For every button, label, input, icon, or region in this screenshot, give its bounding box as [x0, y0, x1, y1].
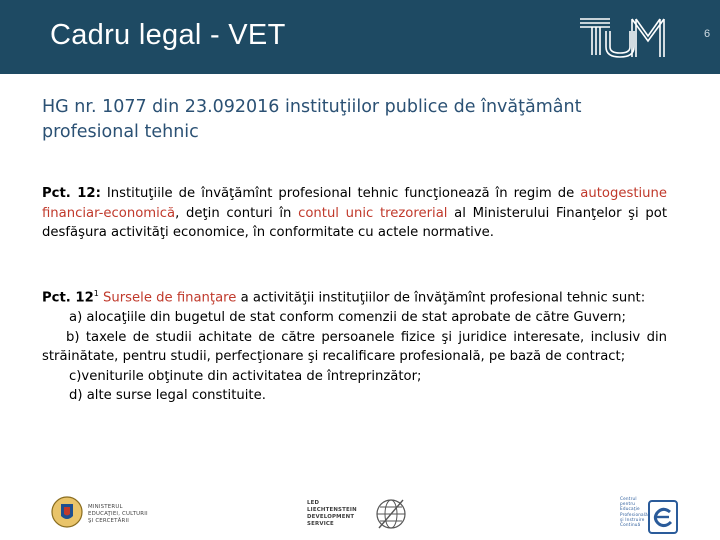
led-line2: DEVELOPMENT	[307, 514, 355, 520]
ministry-line2: EDUCAŢIEI, CULTURII	[88, 511, 148, 517]
centre-line1: Centrul	[620, 496, 637, 501]
ministry-line3: ŞI CERCETĂRII	[88, 518, 130, 524]
centre-line4: Profesională	[620, 511, 648, 517]
list-item-c: c)veniturile obţinute din activitatea de întreprinzător;	[69, 368, 422, 384]
pct-121-highlight-surse: Sursele de finanţare	[98, 290, 237, 306]
pct-121-label: Pct. 12	[42, 290, 94, 306]
list-item-a: a) alocaţiile din bugetul de stat conform comenzii de stat aprobate de către Guvern;	[69, 309, 626, 325]
slide-title: Cadru legal - VET	[50, 19, 286, 51]
slide-header	[0, 0, 720, 74]
led-logo	[307, 494, 417, 534]
paragraph-pct-12	[42, 184, 667, 243]
pct-12-text-c: al Ministerului Finanţelor şi pot desfăşura activităţi economice, în conformitate cu actele normative.	[42, 205, 668, 241]
globe-icon	[371, 494, 411, 534]
ministry-line1: MINISTERUL	[88, 504, 123, 510]
pct-12-label: Pct. 12:	[42, 186, 101, 201]
led-line1: LED LIECHTENSTEIN	[307, 500, 357, 513]
ministry-logo	[50, 492, 170, 532]
centre-emblem-icon	[648, 500, 678, 534]
centre-logo	[620, 496, 680, 538]
slide-subtitle: HG nr. 1077 din 23.092016 instituţiilor publice de învăţământ profesional tehnic	[42, 97, 582, 142]
tum-logo	[576, 11, 668, 63]
list-item-d: d) alte surse legal constituite.	[69, 388, 266, 404]
page-number: 6	[704, 28, 711, 40]
centre-line3: Educaţie	[620, 506, 640, 512]
led-line3: SERVICE	[307, 521, 334, 527]
coat-of-arms-icon	[50, 492, 84, 532]
centre-line5: şi Instruire	[620, 516, 645, 522]
pct-121-intro	[42, 284, 667, 308]
pct-121-superscript: 1	[93, 289, 99, 298]
list-item-b: b) taxele de studii achitate de către persoanele fizice şi juridice interesate, inclusiv din străinătate, pentru studii, perfecţionare şi recalificare profesională, pe bază de contract;	[42, 329, 667, 365]
pct-12-highlight-autogestiune: autogestiune financiar-economică	[42, 186, 667, 221]
paragraph-pct-121	[42, 284, 667, 406]
logo-text: TUM	[576, 11, 579, 12]
pct-12-highlight-cont-unic: contul unic trezorerial	[298, 205, 448, 221]
pct-121-text: a activităţii instituţiilor de învăţămînt profesional tehnic sunt:	[236, 290, 646, 306]
pct-12-text-b: , deţin conturi în	[175, 205, 299, 221]
centre-line2: pentru	[620, 501, 636, 507]
pct-12-text-a: Instituţiile de învăţămînt profesional tehnic funcţionează în regim de	[100, 186, 581, 201]
centre-line6: Continuă	[620, 522, 641, 528]
